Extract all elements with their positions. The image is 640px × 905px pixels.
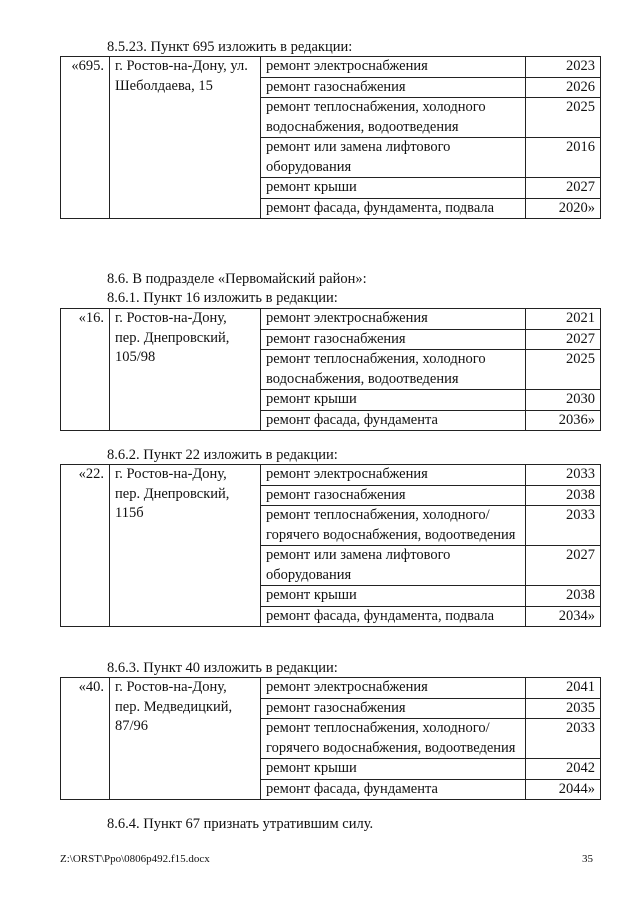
footer-file-path: Z:\ORST\Ppo\0806p492.f15.docx bbox=[60, 853, 210, 865]
work-name: ремонт электроснабжения bbox=[261, 57, 526, 78]
work-name: ремонт или замена лифтового оборудования bbox=[261, 138, 526, 178]
section-heading: 8.6.1. Пункт 16 изложить в редакции: bbox=[107, 290, 338, 306]
work-name: ремонт или замена лифтового оборудования bbox=[261, 546, 526, 586]
item-address: г. Ростов-на-Дону, пер. Днепровский, 115б bbox=[110, 465, 261, 627]
section-heading: 8.6.2. Пункт 22 изложить в редакции: bbox=[107, 447, 338, 463]
work-year: 2025 bbox=[526, 98, 601, 138]
works-table-16 bbox=[60, 308, 601, 431]
page-number: 35 bbox=[582, 853, 593, 865]
work-name: ремонт крыши bbox=[261, 759, 526, 780]
work-year: 2035 bbox=[526, 698, 601, 719]
section-heading: 8.6.3. Пункт 40 изложить в редакции: bbox=[107, 660, 338, 676]
work-name: ремонт теплоснабжения, холодного/горячего водоснабжения, водоотведения bbox=[261, 506, 526, 546]
work-name: ремонт крыши bbox=[261, 586, 526, 607]
work-year: 2044» bbox=[526, 779, 601, 800]
work-year: 2025 bbox=[526, 350, 601, 390]
works-table-695 bbox=[60, 56, 601, 219]
item-number: «40. bbox=[61, 678, 110, 800]
work-name: ремонт крыши bbox=[261, 390, 526, 411]
item-number: «16. bbox=[61, 309, 110, 431]
work-year: 2016 bbox=[526, 138, 601, 178]
work-name: ремонт газоснабжения bbox=[261, 485, 526, 506]
work-name: ремонт теплоснабжения, холодного водоснабжения, водоотведения bbox=[261, 350, 526, 390]
work-year: 2027 bbox=[526, 329, 601, 350]
item-address: г. Ростов-на-Дону, ул. Шеболдаева, 15 bbox=[110, 57, 261, 219]
section-heading: 8.5.23. Пункт 695 изложить в редакции: bbox=[107, 39, 353, 55]
work-year: 2038 bbox=[526, 485, 601, 506]
work-year: 2034» bbox=[526, 606, 601, 627]
work-name: ремонт электроснабжения bbox=[261, 465, 526, 486]
work-name: ремонт теплоснабжения, холодного/горячего водоснабжения, водоотведения bbox=[261, 719, 526, 759]
work-year: 2021 bbox=[526, 309, 601, 330]
item-address: г. Ростов-на-Дону, пер. Днепровский, 105/98 bbox=[110, 309, 261, 431]
work-name: ремонт электроснабжения bbox=[261, 678, 526, 699]
work-year: 2033 bbox=[526, 719, 601, 759]
work-year: 2041 bbox=[526, 678, 601, 699]
work-name: ремонт фасада, фундамента bbox=[261, 779, 526, 800]
work-year: 2033 bbox=[526, 465, 601, 486]
work-name: ремонт газоснабжения bbox=[261, 329, 526, 350]
subsection-intro: 8.6. В подразделе «Первомайский район»: bbox=[107, 271, 367, 287]
works-table-40 bbox=[60, 677, 601, 800]
works-table-22 bbox=[60, 464, 601, 627]
work-name: ремонт газоснабжения bbox=[261, 77, 526, 98]
closing-paragraph: 8.6.4. Пункт 67 признать утратившим силу. bbox=[107, 816, 374, 832]
work-name: ремонт фасада, фундамента, подвала bbox=[261, 198, 526, 219]
work-name: ремонт теплоснабжения, холодного водоснабжения, водоотведения bbox=[261, 98, 526, 138]
work-name: ремонт фасада, фундамента bbox=[261, 410, 526, 431]
work-year: 2027 bbox=[526, 178, 601, 199]
work-year: 2030 bbox=[526, 390, 601, 411]
work-year: 2033 bbox=[526, 506, 601, 546]
work-year: 2020» bbox=[526, 198, 601, 219]
item-number: «695. bbox=[61, 57, 110, 219]
work-year: 2023 bbox=[526, 57, 601, 78]
work-name: ремонт крыши bbox=[261, 178, 526, 199]
item-address: г. Ростов-на-Дону, пер. Медведицкий, 87/96 bbox=[110, 678, 261, 800]
work-name: ремонт электроснабжения bbox=[261, 309, 526, 330]
work-name: ремонт газоснабжения bbox=[261, 698, 526, 719]
item-number: «22. bbox=[61, 465, 110, 627]
work-year: 2042 bbox=[526, 759, 601, 780]
work-year: 2038 bbox=[526, 586, 601, 607]
work-year: 2027 bbox=[526, 546, 601, 586]
work-year: 2036» bbox=[526, 410, 601, 431]
work-year: 2026 bbox=[526, 77, 601, 98]
work-name: ремонт фасада, фундамента, подвала bbox=[261, 606, 526, 627]
